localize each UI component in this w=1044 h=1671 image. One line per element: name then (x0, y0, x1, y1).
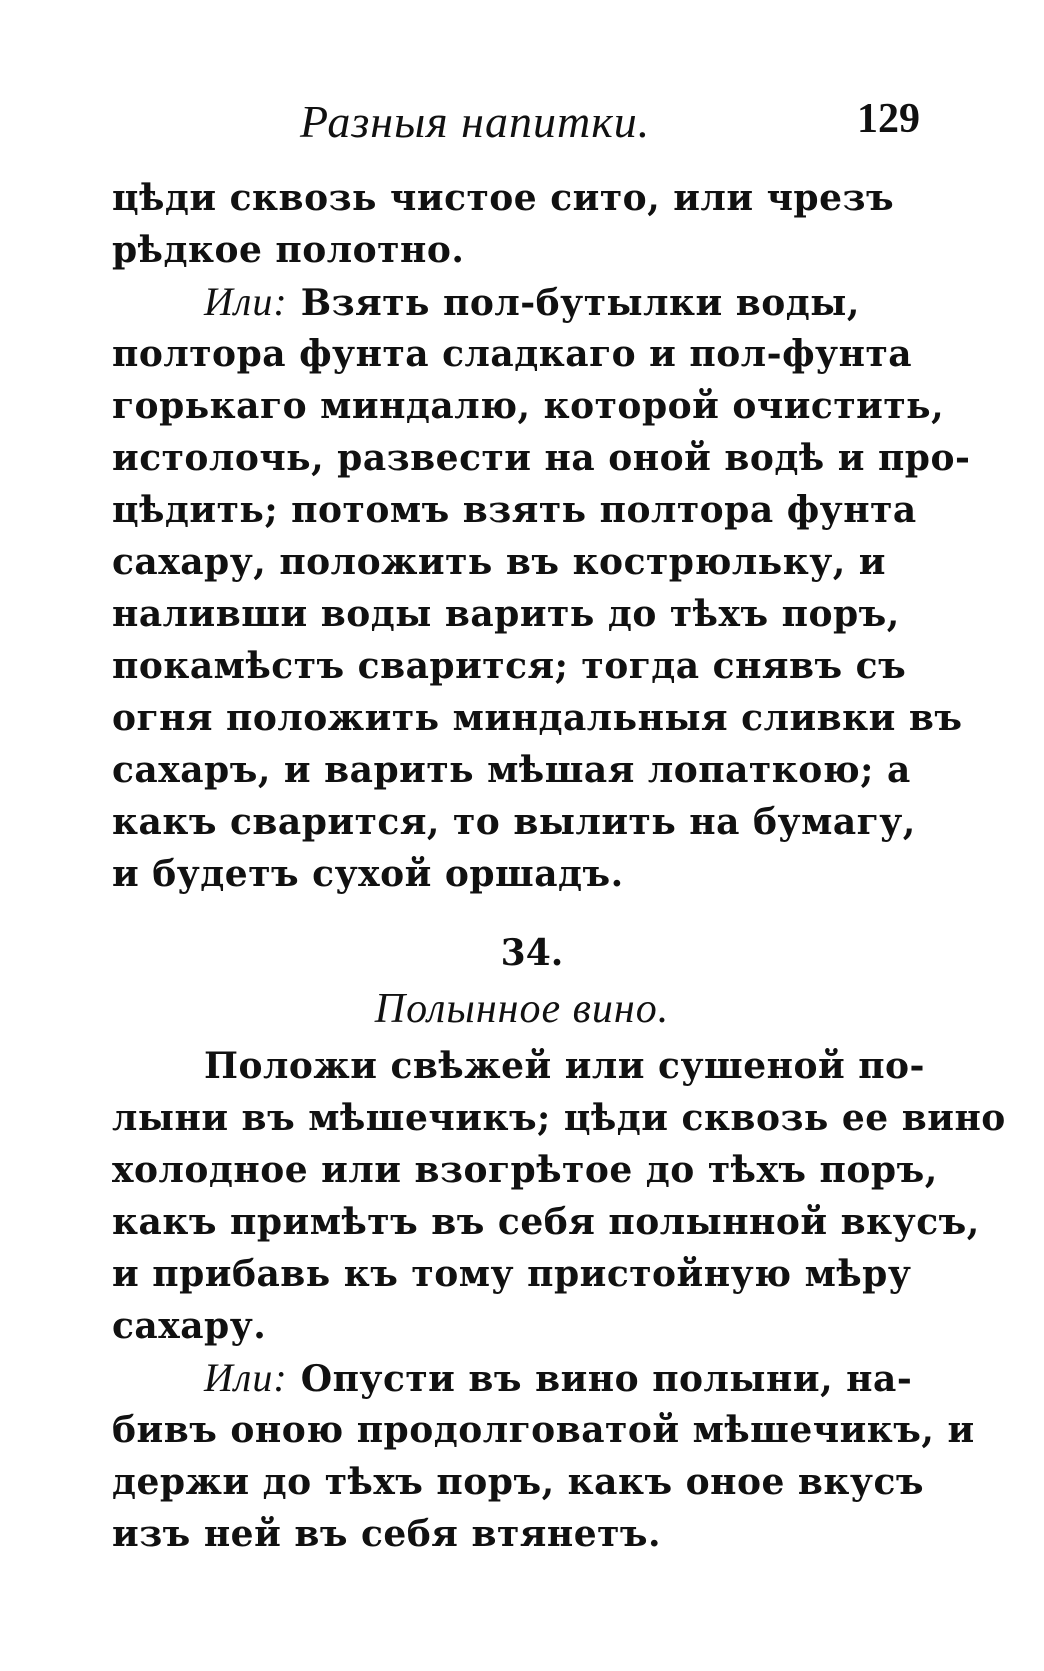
text-line: истолочь, развести на оной водѣ и про- (112, 437, 971, 479)
text-line: какъ сварится, то вылить на бумагу, (112, 801, 916, 843)
text-line: держи до тѣхъ поръ, какъ оное вкусъ (112, 1461, 925, 1503)
text-line: наливши воды варить до тѣхъ поръ, (112, 593, 900, 635)
page-header (300, 95, 920, 155)
text-line: сахаръ, и варить мѣшая лопаткою; а (112, 749, 911, 791)
text-line: холодное или взогрѣтое до тѣхъ поръ, (112, 1149, 938, 1191)
text-line: цѣди сквозь чистое сито, или чрезъ (112, 177, 895, 219)
text-line: лыни въ мѣшечикъ; цѣди сквозь ее вино (112, 1097, 1006, 1139)
text-line: покамѣстъ сварится; тогда снявъ съ (112, 645, 907, 687)
text-line-body: Опусти въ вино полыни, на- (300, 1358, 913, 1400)
text-line: и будетъ сухой оршадъ. (112, 853, 624, 895)
text-line-body: Взять пол-бутылки воды, (300, 282, 860, 324)
text-line: бивъ оною продолговатой мѣшечикъ, и (112, 1409, 975, 1451)
lead-word: Или: (204, 279, 288, 324)
section-number: 34. (500, 932, 564, 974)
paragraph-orgeat (112, 172, 971, 900)
text-line: полтора фунта сладкаго и пол-фунта (112, 333, 913, 375)
lead-word: Или: (204, 1355, 288, 1400)
text-line: горькаго миндалю, которой очистить, (112, 385, 945, 427)
text-line: и прибавь къ тому пристойную мѣру (112, 1253, 912, 1295)
text-line: какъ примѣтъ въ себя полынной вкусъ, (112, 1201, 980, 1243)
text-line: Положи свѣжей или сушеной по- (204, 1045, 925, 1087)
text-line: огня положить миндальныя сливки въ (112, 697, 963, 739)
text-line: рѣдкое полотно. (112, 229, 465, 271)
text-line: изъ ней въ себя втянетъ. (112, 1513, 662, 1555)
text-line: сахару. (112, 1305, 267, 1347)
paragraph-wormwood-wine (112, 1040, 1006, 1352)
page-number: 129 (857, 96, 920, 142)
paragraph-alternative (112, 1352, 975, 1560)
section-title: Полынное вино. (374, 986, 670, 1032)
text-line: цѣдить; потомъ взять полтора фунта (112, 489, 917, 531)
text-line (112, 276, 922, 328)
running-title: Разныя напитки. (300, 96, 651, 147)
text-line (112, 1352, 922, 1404)
text-line: сахару, положить въ кострюльку, и (112, 541, 887, 583)
